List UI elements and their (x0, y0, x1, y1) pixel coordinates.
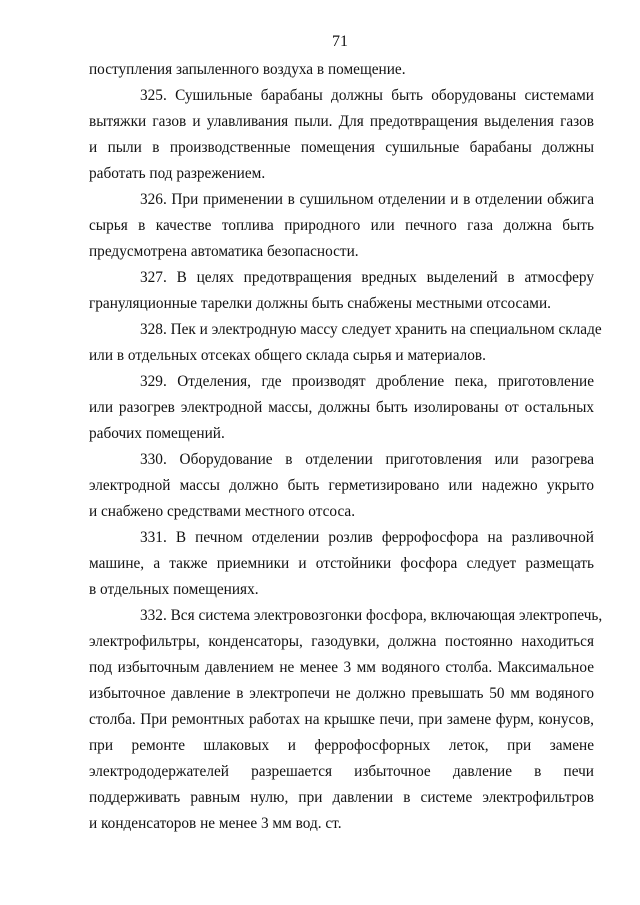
paragraph-328-line: или в отдельных отсеках общего склада сырья и материалов. (89, 347, 486, 364)
paragraph-330-line: электродной массы должно быть герметизировано или надежно укрыто (89, 477, 594, 494)
paragraph-331-line: в отдельных помещениях. (89, 581, 259, 598)
paragraph-325-line: 325. Сушильные барабаны должны быть оборудованы системами (140, 87, 594, 104)
page-number: 71 (332, 33, 348, 50)
paragraph-332-line: электрофильтры, конденсаторы, газодувки, должна постоянно находиться (89, 633, 594, 650)
paragraph-331-line: 331. В печном отделении розлив феррофосфора на разливочной (140, 529, 594, 546)
paragraph-329-line: 329. Отделения, где производят дробление пека, приготовление (140, 373, 594, 390)
paragraph-331-line: машине, а также приемники и отстойники фосфора следует размещать (89, 555, 594, 572)
paragraph-332-line: избыточное давление в электропечи не должно превышать 50 мм водяного (89, 685, 594, 702)
paragraph-326-line: 326. При применении в сушильном отделении и в отделении обжига (140, 191, 594, 208)
text-line: поступления запыленного воздуха в помещение. (89, 61, 406, 78)
paragraph-332-line: при ремонте шлаковых и феррофосфорных леток, при замене (89, 737, 594, 754)
paragraph-326-line: предусмотрена автоматика безопасности. (89, 243, 359, 260)
paragraph-327-line: 327. В целях предотвращения вредных выделений в атмосферу (140, 269, 594, 286)
paragraph-325-line: и пыли в производственные помещения сушильные барабаны должны (89, 139, 594, 156)
paragraph-332-line: под избыточным давлением не менее 3 мм водяного столба. Максимальное (89, 659, 594, 676)
paragraph-327-line: грануляционные тарелки должны быть снабжены местными отсосами. (89, 295, 551, 312)
paragraph-332-line: 332. Вся система электровозгонки фосфора, включающая электропечь, (140, 607, 603, 624)
paragraph-330-line: и снабжено средствами местного отсоса. (89, 503, 356, 520)
paragraph-330-line: 330. Оборудование в отделении приготовления или разогрева (140, 451, 594, 468)
paragraph-332-line: поддерживать равным нулю, при давлении в системе электрофильтров (89, 789, 594, 806)
paragraph-326-line: сырья в качестве топлива природного или печного газа должна быть (89, 217, 594, 234)
paragraph-328-line: 328. Пек и электродную массу следует хранить на специальном складе (140, 321, 602, 338)
paragraph-332-line: электрододержателей разрешается избыточное давление в печи (89, 763, 594, 780)
paragraph-329-line: или разогрев электродной массы, должны быть изолированы от остальных (89, 399, 594, 416)
paragraph-332-line: и конденсаторов не менее 3 мм вод. ст. (89, 815, 342, 832)
paragraph-329-line: рабочих помещений. (89, 425, 225, 442)
paragraph-325-line: вытяжки газов и улавливания пыли. Для предотвращения выделения газов (89, 113, 594, 130)
paragraph-325-line: работать под разрежением. (89, 165, 266, 182)
paragraph-332-line: столба. При ремонтных работах на крышке печи, при замене фурм, конусов, (89, 711, 594, 728)
